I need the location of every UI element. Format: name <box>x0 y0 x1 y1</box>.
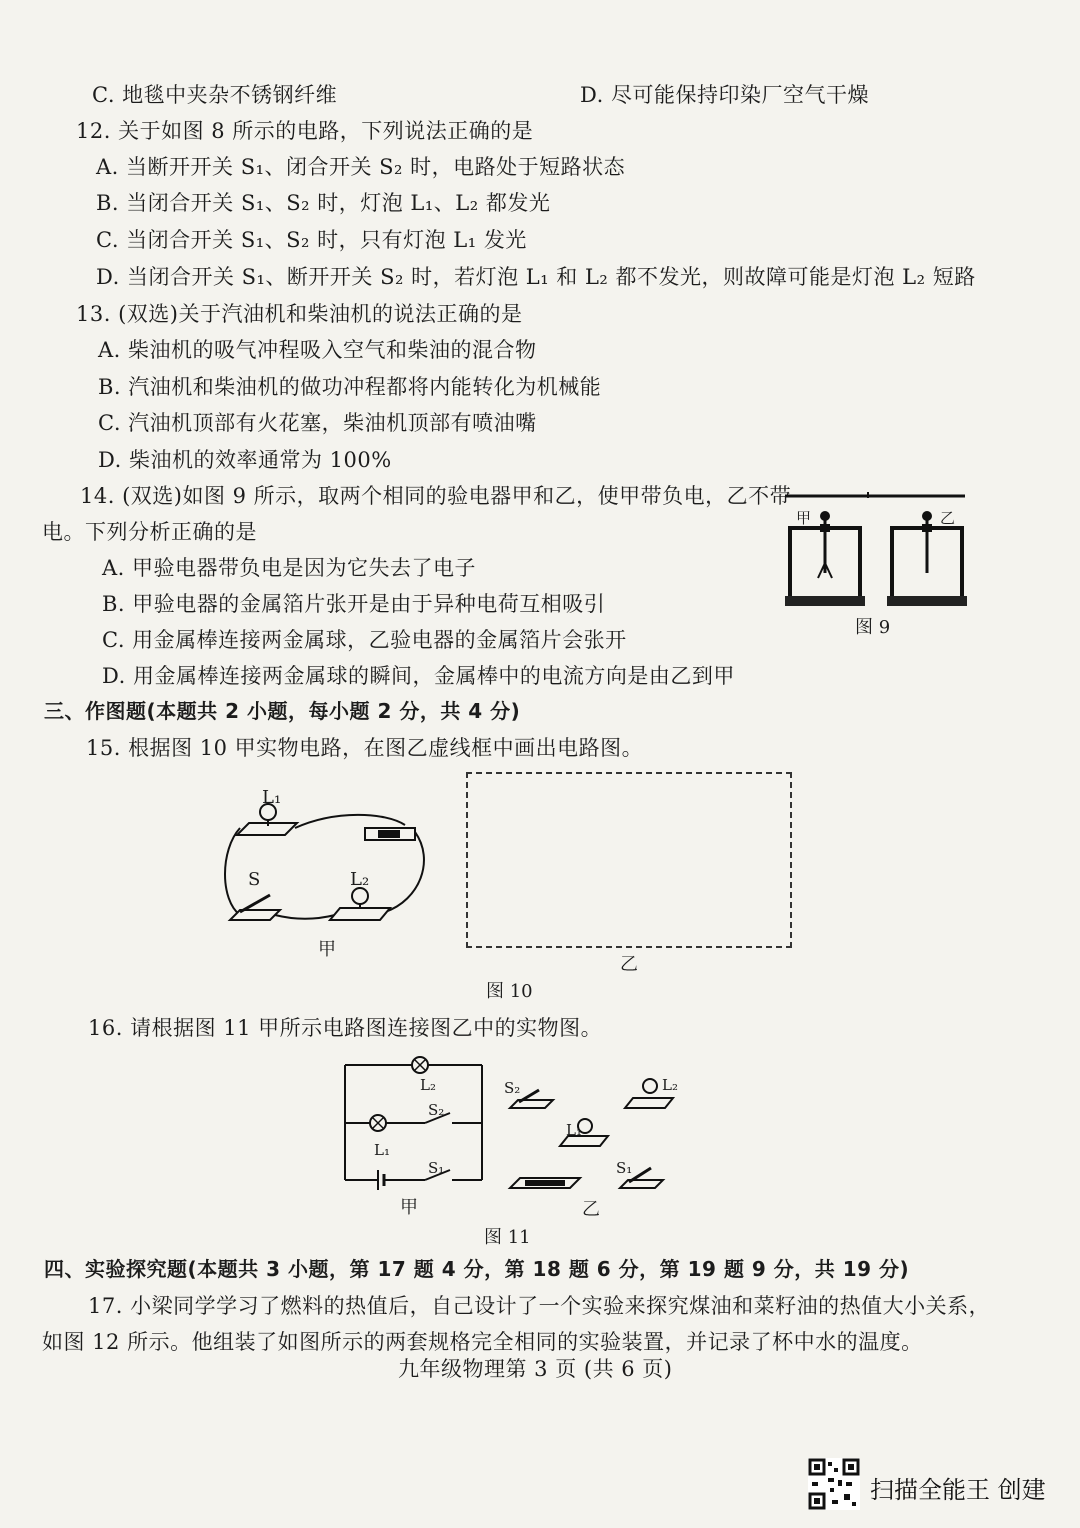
q12-option-a: A. 当断开开关 S₁、闭合开关 S₂ 时，电路处于短路状态 <box>96 155 626 179</box>
page-footer: 九年级物理第 3 页 (共 6 页) <box>398 1357 673 1381</box>
section3-heading: 三、作图题(本题共 2 小题，每小题 2 分，共 4 分) <box>44 699 521 723</box>
q14-stem-line1: 14. (双选)如图 9 所示，取两个相同的验电器甲和乙，使甲带负电，乙不带 <box>80 484 792 508</box>
fig10-caption: 图 10 <box>486 981 533 1002</box>
q13-option-c: C. 汽油机顶部有火花塞，柴油机顶部有喷油嘴 <box>98 411 537 435</box>
q17-line2: 如图 12 所示。他组装了如图所示的两套规格完全相同的实验装置，并记录了杯中水的温度。 <box>42 1330 923 1354</box>
fig11-jia-label-l2: L₂ <box>420 1076 436 1094</box>
q14-option-a: A. 甲验电器带负电是因为它失去了电子 <box>102 556 477 580</box>
qr-code-icon <box>808 1458 860 1510</box>
q14-option-b: B. 甲验电器的金属箔片张开是由于异种电荷互相吸引 <box>102 592 606 616</box>
fig11-label-yi: 乙 <box>582 1199 600 1220</box>
q14-option-d: D. 用金属棒连接两金属球的瞬间，金属棒中的电流方向是由乙到甲 <box>102 664 735 688</box>
fig11-jia-label-s1: S₁ <box>428 1159 445 1177</box>
q17-line1: 17. 小梁同学学习了燃料的热值后，自己设计了一个实验来探究煤油和菜籽油的热值大小关系， <box>88 1294 991 1318</box>
q13-stem: 13. (双选)关于汽油机和柴油机的说法正确的是 <box>76 302 523 326</box>
q15-stem: 15. 根据图 10 甲实物电路，在图乙虚线框中画出电路图。 <box>86 736 644 760</box>
fig10-label-l2: L₂ <box>350 869 370 890</box>
fig10-label-jia: 甲 <box>318 939 336 960</box>
section4-heading: 四、实验探究题(本题共 3 小题，第 17 题 4 分，第 18 题 6 分，第 19 题 9 分，共 19 分) <box>44 1257 910 1281</box>
fig11-yi-label-l2: L₂ <box>662 1076 678 1094</box>
fig11-yi-label-s2: S₂ <box>504 1079 521 1097</box>
q12-option-d: D. 当闭合开关 S₁、断开开关 S₂ 时，若灯泡 L₁ 和 L₂ 都不发光，则故障可能是灯泡 L₂ 短路 <box>96 265 976 289</box>
fig11-jia-label-s2: S₂ <box>428 1101 445 1119</box>
fig10-label-yi: 乙 <box>620 954 638 975</box>
q12-option-c: C. 当闭合开关 S₁、S₂ 时，只有灯泡 L₁ 发光 <box>96 228 527 252</box>
q13-option-d: D. 柴油机的效率通常为 100% <box>98 448 392 472</box>
figure-11-jia-circuit-diagram <box>340 1055 490 1190</box>
q16-stem: 16. 请根据图 11 甲所示电路图连接图乙中的实物图。 <box>88 1016 603 1040</box>
q13-option-a: A. 柴油机的吸气冲程吸入空气和柴油的混合物 <box>98 338 537 362</box>
q13-option-b: B. 汽油机和柴油机的做功冲程都将内能转化为机械能 <box>98 375 602 399</box>
figure-10-yi-answer-box[interactable] <box>466 772 792 948</box>
fig9-label-jia: 甲 <box>796 509 812 527</box>
fig10-label-s: S <box>248 869 261 890</box>
figure-10-jia-physical-circuit <box>215 787 440 930</box>
fig10-label-l1: L₁ <box>262 787 282 808</box>
fig9-caption: 图 9 <box>855 617 891 638</box>
fig11-caption: 图 11 <box>484 1227 531 1248</box>
q12-option-b: B. 当闭合开关 S₁、S₂ 时，灯泡 L₁、L₂ 都发光 <box>96 191 551 215</box>
fig11-yi-label-l1: L₁ <box>566 1121 582 1139</box>
q12-stem: 12. 关于如图 8 所示的电路，下列说法正确的是 <box>76 119 534 143</box>
scanner-brand-text: 扫描全能王 创建 <box>870 1476 1046 1504</box>
fig11-yi-label-s1: S₁ <box>616 1159 633 1177</box>
fig9-label-yi: 乙 <box>940 509 956 527</box>
q11-option-d: D. 尽可能保持印染厂空气干燥 <box>580 83 869 107</box>
q14-option-c: C. 用金属棒连接两金属球，乙验电器的金属箔片会张开 <box>102 628 627 652</box>
fig11-label-jia: 甲 <box>400 1197 418 1218</box>
q11-option-c: C. 地毯中夹杂不锈钢纤维 <box>92 83 338 107</box>
fig11-jia-label-l1: L₁ <box>374 1141 390 1159</box>
q14-stem-line2: 电。下列分析正确的是 <box>42 520 257 544</box>
